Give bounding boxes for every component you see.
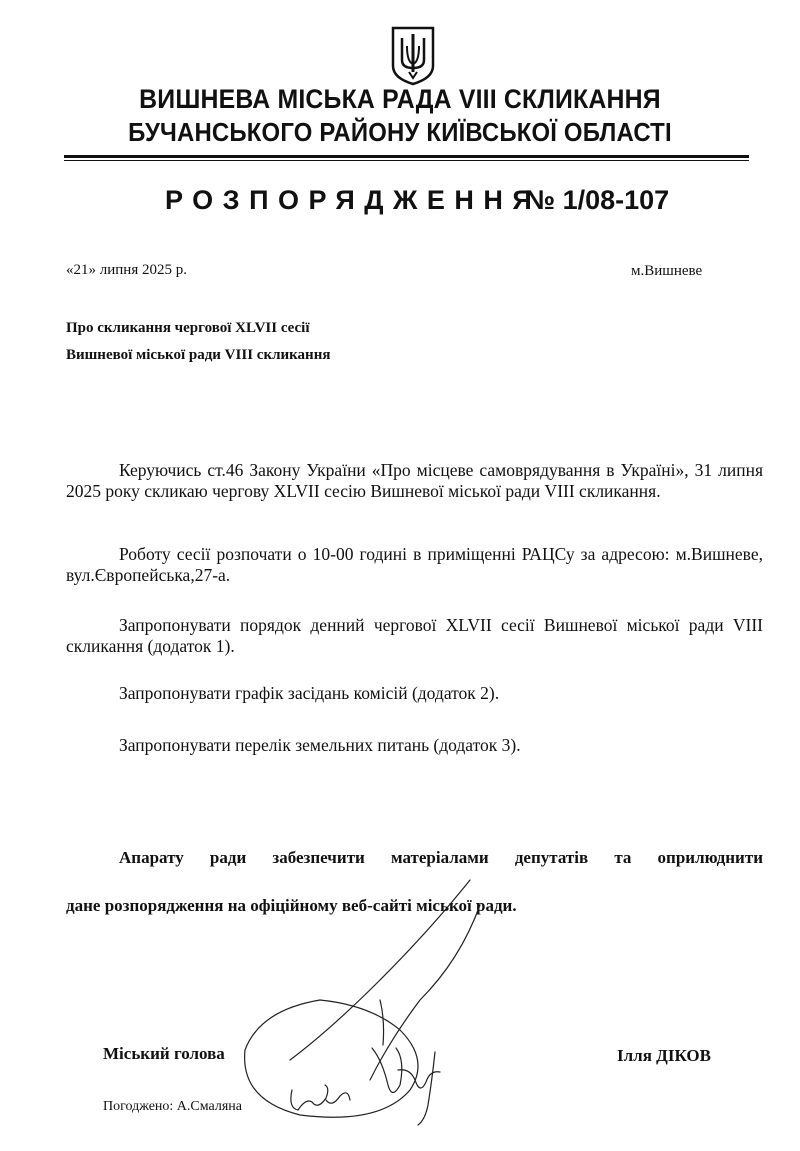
header-divider-thick (64, 155, 749, 158)
instruction-line2: дане розпорядження на офіційному веб-сайті міської ради. (66, 896, 517, 915)
body-paragraph: Роботу сесії розпочати о 10-00 годині в приміщенні РАЦСу за адресою: м.Вишневе, вул.Європейська,27-а. (66, 544, 763, 585)
body-paragraph: Запропонувати перелік земельних питань (додаток 3). (119, 735, 521, 755)
agreed-by: Погоджено: А.Смаляна (103, 1099, 242, 1114)
org-name-line1: ВИШНЕВА МІСЬКА РАДА VIII СКЛИКАННЯ (139, 84, 661, 114)
document-number: № 1/08-107 (525, 185, 670, 215)
subject-line2: Вишневої міської ради VIII скликання (66, 347, 331, 363)
header-divider-thin (64, 160, 749, 161)
body-paragraph: Запропонувати порядок денний чергової XLVII сесії Вишневої міської ради VIII скликання (додаток 1). (66, 615, 763, 656)
body-paragraph: Керуючись ст.46 Закону України «Про місцеве самоврядування в Україні», 31 липня 2025 року скликаю чергову XLVII сесію Вишневої міської ради VIII скликання. (66, 460, 763, 501)
instruction-line1: Апарату ради забезпечити матеріалами депутатів та оприлюднити (119, 848, 763, 867)
signatory-title: Міський голова (103, 1044, 225, 1063)
signatory-name: Ілля ДІКОВ (617, 1046, 711, 1065)
document-place: м.Вишневе (631, 263, 703, 279)
coat-of-arms-trident-icon (390, 26, 436, 86)
body-paragraph: Запропонувати графік засідань комісій (додаток 2). (119, 683, 500, 703)
document-type: РОЗПОРЯДЖЕННЯ (165, 185, 542, 215)
document-date: «21» липня 2025 р. (66, 262, 187, 278)
subject-line1: Про скликання чергової XLVII сесії (66, 320, 310, 336)
org-name-line2: БУЧАНСЬКОГО РАЙОНУ КИЇВСЬКОЇ ОБЛАСТІ (128, 117, 672, 147)
